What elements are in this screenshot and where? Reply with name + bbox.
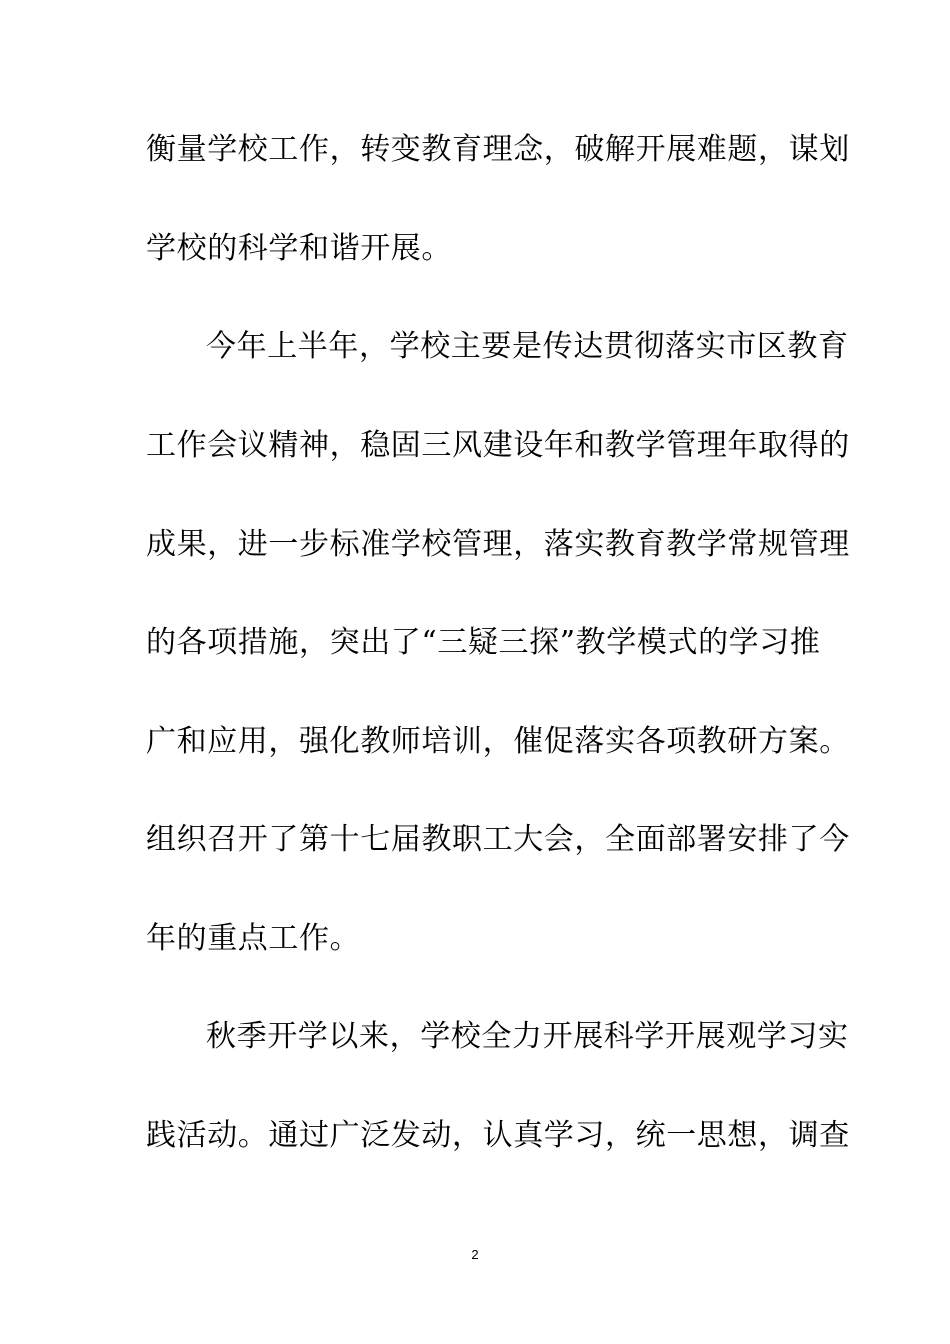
text-line: 成果，进一步标准学校管理，落实教育教学常规管理: [146, 527, 850, 562]
paragraph-start-line: 秋季开学以来，学校全力开展科学开展观学习实: [206, 1019, 849, 1054]
text-line: 践活动。通过广泛发动，认真学习，统一思想，调查: [146, 1118, 850, 1153]
text-line: 学校的科学和谐开展。: [146, 231, 452, 266]
text-line: 工作会议精神，稳固三风建设年和教学管理年取得的: [146, 428, 850, 463]
page-number: 2: [471, 1247, 479, 1262]
text-line: 的各项措施，突出了“三疑三探”教学模式的学习推: [146, 625, 821, 660]
text-line: 组织召开了第十七届教职工大会，全面部署安排了今: [146, 822, 850, 857]
text-line: 广和应用，强化教师培训，催促落实各项教研方案。: [146, 724, 850, 759]
text-line: 衡量学校工作，转变教育理念，破解开展难题，谋划: [146, 132, 850, 167]
paragraph-start-line: 今年上半年，学校主要是传达贯彻落实市区教育: [206, 329, 849, 364]
text-line: 年的重点工作。: [146, 921, 361, 956]
